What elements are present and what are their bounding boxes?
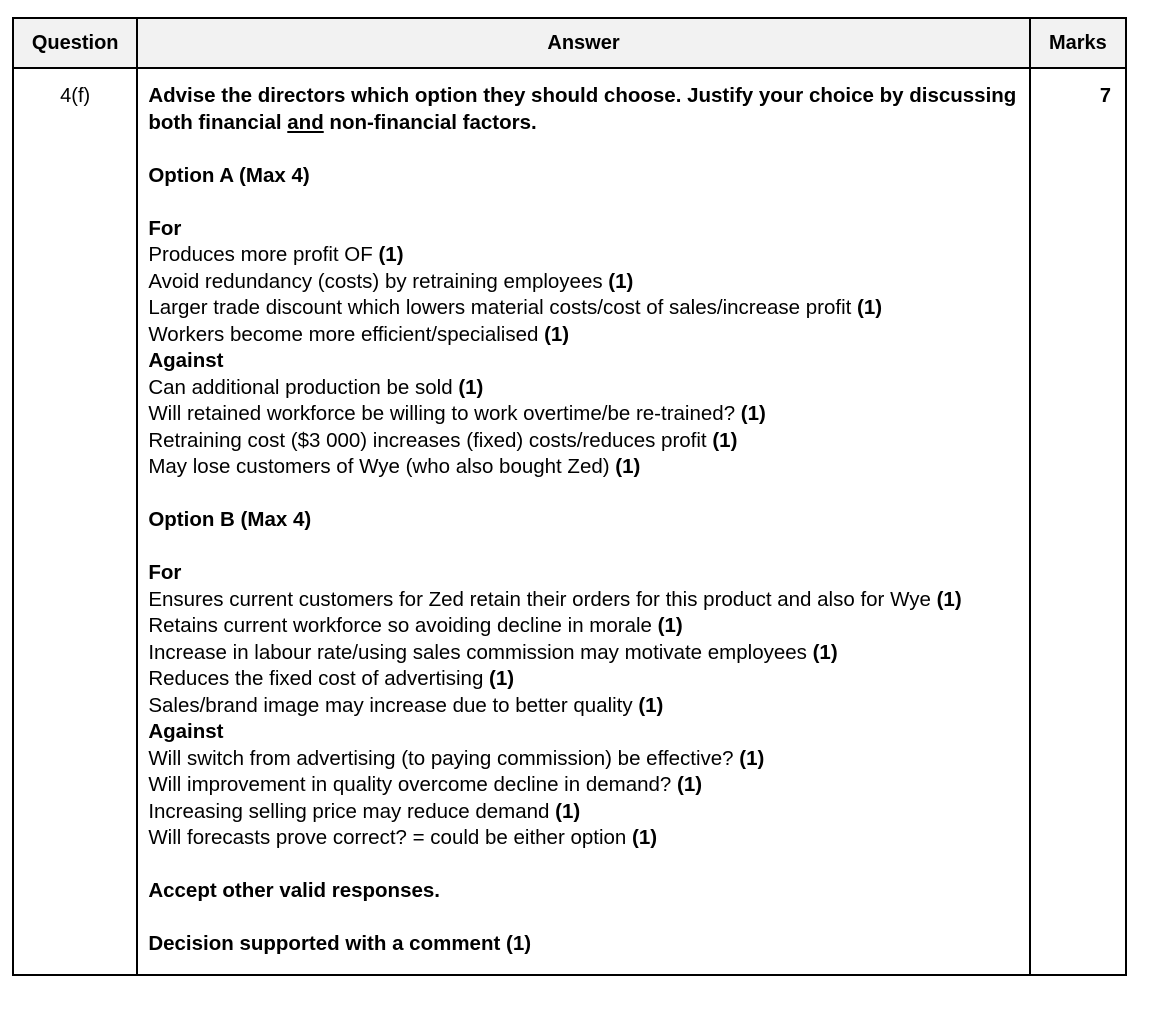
- mark-scheme-table: [12, 17, 1127, 976]
- option-a-against-list: [148, 375, 1018, 481]
- list-item: Increase in labour rate/using sales commission may motivate employees (1): [148, 640, 838, 664]
- list-item: Can additional production be sold (1): [148, 375, 484, 399]
- header-answer: Answer: [137, 18, 1029, 68]
- option-b-for-list: [148, 587, 1018, 720]
- list-item: Will switch from advertising (to paying commission) be effective? (1): [148, 746, 765, 770]
- list-item: May lose customers of Wye (who also bought Zed) (1): [148, 455, 641, 478]
- list-item: Produces more profit OF (1): [148, 243, 404, 266]
- decision-note: Decision supported with a comment (1): [148, 932, 532, 955]
- option-a-for-list: [148, 242, 1018, 348]
- option-b-title: Option B (Max 4): [148, 508, 312, 531]
- list-item: Reduces the fixed cost of advertising (1): [148, 667, 515, 690]
- list-item: Workers become more efficient/specialised (1): [148, 322, 570, 346]
- table-row: [13, 68, 1126, 975]
- header-marks: Marks: [1030, 18, 1126, 68]
- option-a-against-label: Against: [148, 349, 224, 372]
- header-question: Question: [13, 18, 137, 68]
- option-a-for-label: For: [148, 216, 182, 240]
- list-item: Increasing selling price may reduce demand (1): [148, 799, 581, 823]
- header-row: [13, 18, 1126, 68]
- marks-value: 7: [1030, 68, 1126, 975]
- list-item: Ensures current customers for Zed retain their orders for this product and also for Wye (1): [148, 587, 962, 611]
- question-number: 4(f): [13, 68, 137, 975]
- list-item: Avoid redundancy (costs) by retraining employees (1): [148, 269, 634, 293]
- list-item: Will retained workforce be willing to work overtime/be re-trained? (1): [148, 402, 766, 425]
- prompt-text-2: non-financial factors.: [323, 110, 537, 134]
- option-b-against-list: [148, 746, 1018, 852]
- option-a-title: Option A (Max 4): [148, 163, 310, 187]
- list-item: Larger trade discount which lowers material costs/cost of sales/increase profit (1): [148, 296, 883, 319]
- accept-other-note: Accept other valid responses.: [148, 879, 440, 902]
- option-b-against-label: Against: [148, 720, 224, 743]
- list-item: Retains current workforce so avoiding decline in morale (1): [148, 614, 683, 637]
- question-prompt: [148, 83, 1018, 136]
- list-item: Will improvement in quality overcome decline in demand? (1): [148, 773, 703, 796]
- list-item: Will forecasts prove correct? = could be either option (1): [148, 826, 658, 849]
- answer-cell: [137, 68, 1029, 975]
- list-item: Retraining cost ($3 000) increases (fixed) costs/reduces profit (1): [148, 428, 738, 452]
- list-item: Sales/brand image may increase due to better quality (1): [148, 693, 664, 717]
- option-b-for-label: For: [148, 561, 182, 584]
- prompt-underlined-word: and: [287, 110, 324, 134]
- prompt-text-1: Advise the directors which option they should choose. Justify your choice by discussing both financial: [148, 84, 1017, 134]
